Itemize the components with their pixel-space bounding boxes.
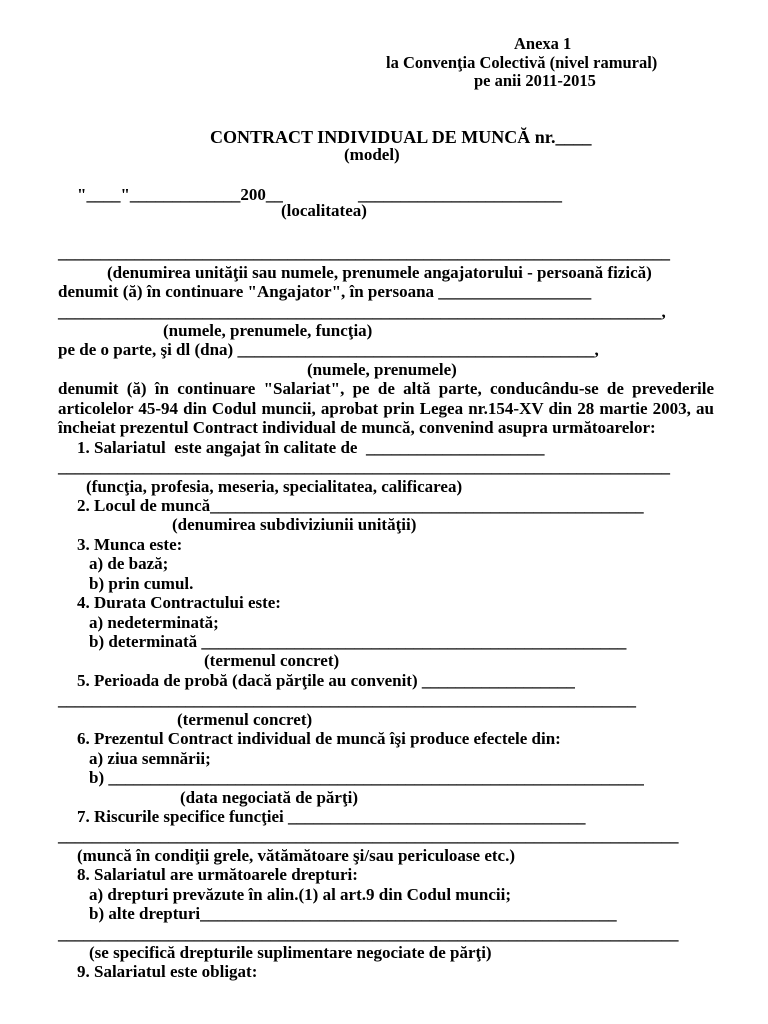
other-rights-caption: (se specifică drepturile suplimentare negociate de părţi): [89, 943, 492, 963]
date-field: "____"_____________200__: [77, 184, 283, 204]
contract-subtitle: (model): [344, 144, 400, 164]
annex-convention: la Convenţia Colectivă (nivel ramural): [386, 52, 658, 72]
clause-4-option-a: a) nedeterminată;: [89, 612, 219, 632]
clause-6-option-b: b) _______________________________________________________________: [89, 768, 644, 788]
risks-caption: (muncă în condiţii grele, vătămătoare şi/sau periculoase etc.): [77, 845, 516, 865]
annex-period: pe anii 2011-2015: [474, 70, 596, 90]
preamble-line: încheiat prezentul Contract individual de muncă, convenind asupra următoarelor:: [58, 418, 656, 438]
contract-title: CONTRACT INDIVIDUAL DE MUNCĂ nr.____: [210, 127, 592, 147]
employee-name-line: pe de o parte, şi dl (dna) __________________________________________,: [58, 340, 599, 360]
locality-caption: (localitatea): [281, 200, 367, 220]
clause-2-workplace: 2. Locul de muncă___________________________________________________: [77, 495, 644, 515]
clause-1-position: 1. Salariatul este angajat în calitate de _____________________: [77, 437, 545, 457]
clause-6-option-a: a) ziua semnării;: [89, 748, 211, 768]
risks-blank: _________________________________________________________________________: [58, 826, 679, 846]
representative-caption: (numele, prenumele, funcţia): [163, 321, 373, 341]
annex-number: Anexa 1: [514, 34, 572, 54]
contract-term-caption: (termenul concret): [204, 651, 340, 671]
clause-8-heading: 8. Salariatul are următoarele drepturi:: [77, 865, 358, 885]
contract-body: [58, 243, 714, 982]
clause-6-heading: 6. Prezentul Contract individual de muncă îşi produce efectele din:: [77, 729, 561, 749]
probation-blank: ____________________________________________________________________: [58, 690, 636, 710]
probation-term-caption: (termenul concret): [177, 709, 313, 729]
workplace-caption: (denumirea subdiviziunii unităţii): [172, 515, 417, 535]
clause-9-heading: 9. Salariatul este obligat:: [77, 962, 258, 982]
representative-blank: _______________________________________________________________________,: [58, 301, 666, 321]
effective-date-caption: (data negociată de părţi): [180, 787, 359, 807]
clause-3-option-b: b) prin cumul.: [89, 573, 194, 593]
position-blank: ________________________________________________________________________: [58, 457, 670, 477]
employer-name-blank: ________________________________________________________________________: [58, 243, 670, 263]
employer-name-caption: (denumirea unităţii sau numele, prenumele angajatorului - persoană fizică): [107, 262, 652, 282]
clause-8-option-b: b) alte drepturi_________________________________________________: [89, 904, 617, 924]
clause-3-heading: 3. Munca este:: [77, 534, 183, 554]
employer-representative-line: denumit (ă) în continuare "Angajator", în persoana __________________: [58, 282, 592, 302]
other-rights-blank: _________________________________________________________________________: [58, 923, 679, 943]
employee-name-caption: (numele, prenumele): [307, 359, 457, 379]
clause-4-option-b: b) determinată __________________________________________________: [89, 632, 627, 652]
preamble-line: articolelor 45-94 din Codul muncii, aprobat prin Legea nr.154-XV din 28 martie 2003, au: [58, 398, 714, 418]
position-caption: (funcţia, profesia, meseria, specialitatea, calificarea): [86, 476, 463, 496]
clause-4-heading: 4. Durata Contractului este:: [77, 593, 281, 613]
clause-5-probation: 5. Perioada de probă (dacă părţile au convenit) __________________: [77, 670, 575, 690]
clause-8-option-a: a) drepturi prevăzute în alin.(1) al art.9 din Codul muncii;: [89, 884, 512, 904]
locality-blank: ________________________: [358, 184, 562, 204]
preamble-line: denumit (ă) în continuare "Salariat", pe de altă parte, conducându-se de prevederile: [58, 379, 714, 399]
clause-7-risks: 7. Riscurile specifice funcţiei ___________________________________: [77, 806, 586, 826]
clause-3-option-a: a) de bază;: [89, 554, 169, 574]
